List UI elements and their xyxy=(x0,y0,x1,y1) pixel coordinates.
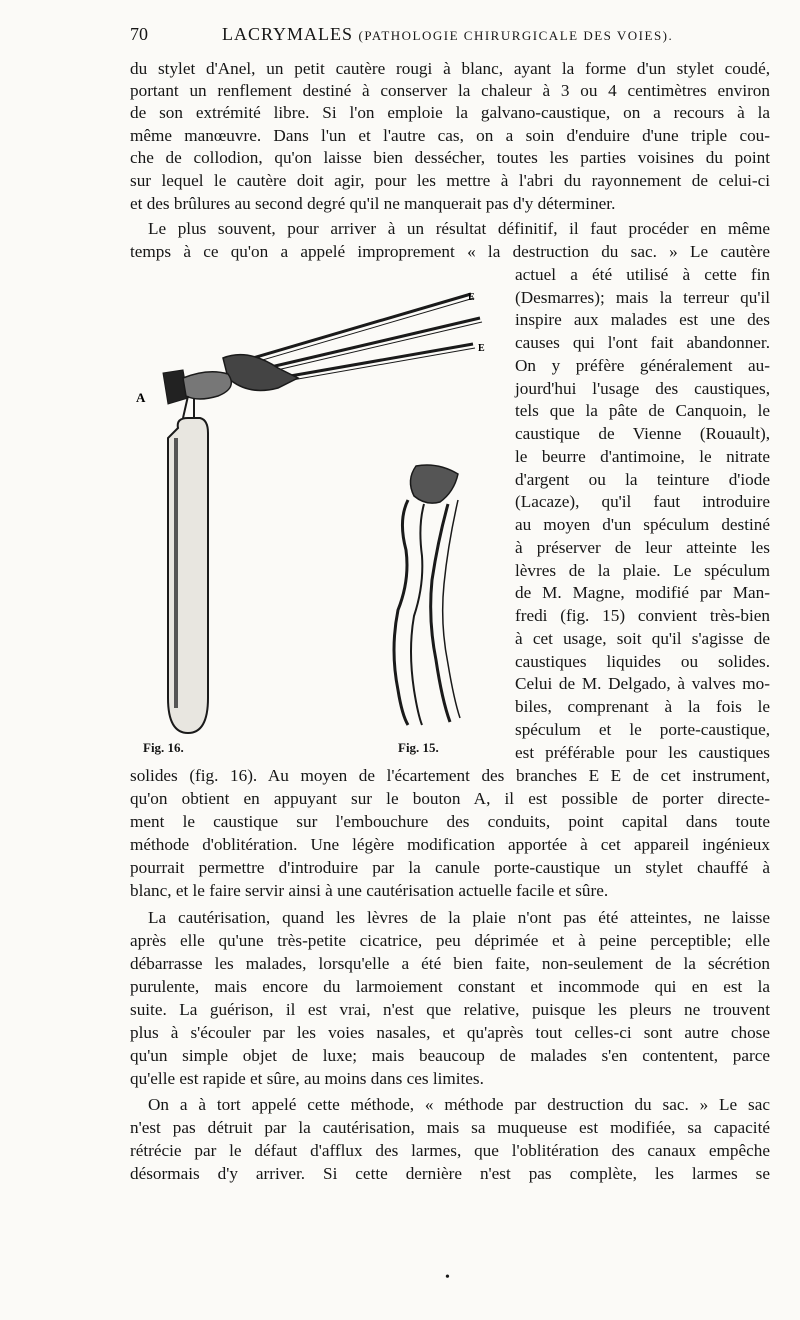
text-line: La cautérisation, quand les lèvres de la plaie n'ont pas été atteintes, ne laisse xyxy=(148,908,770,927)
figure-16-caption: Fig. 16. xyxy=(143,740,184,755)
text-line: jourd'hui l'usage des caustiques, xyxy=(515,379,770,398)
text-line: spéculum et le porte-caustique, xyxy=(515,720,770,739)
text-line: plus à s'écouler par les voies nasales, et qu'après tout celles-ci sont autre chose xyxy=(130,1023,770,1042)
running-header xyxy=(130,24,770,48)
text-line: le beurre d'antimoine, le nitrate xyxy=(515,447,770,466)
text-line: caustique de Vienne (Rouault), xyxy=(515,424,770,443)
text-line: actuel a été utilisé à cette fin xyxy=(515,265,770,284)
text-line: purulente, mais encore du larmoiement constant et incommode qui en est la xyxy=(130,977,770,996)
text-line: On y préfère généralement au- xyxy=(515,356,770,375)
figure-16-label-e-upper: E xyxy=(468,292,475,303)
text-line: ment le caustique sur l'embouchure des conduits, point capital dans toute xyxy=(130,812,770,831)
text-line: Celui de M. Delgado, à valves mo- xyxy=(515,674,770,693)
text-line: sur lequel le cautère doit agir, pour les mettre à l'abri du rayonnement de celui-ci xyxy=(130,171,770,190)
text-line: fredi (fig. 15) convient très-bien xyxy=(515,606,770,625)
text-line: suite. La guérison, il est vrai, n'est que relative, puisque les pleurs ne trouvent xyxy=(130,1000,770,1019)
text-line: d'argent ou la teinture d'iode xyxy=(515,470,770,489)
text-line: est préférable pour les caustiques xyxy=(515,743,770,762)
text-line: rétrécie par le défaut d'afflux des larmes, que l'oblitération des canaux empêche xyxy=(130,1141,770,1160)
text-line: et des brûlures au second degré qu'il ne manquerait pas d'y déterminer. xyxy=(130,194,616,213)
running-head-subtitle: (PATHOLOGIE CHIRURGICALE DES VOIES). xyxy=(358,28,674,43)
text-line: à préserver de leur atteinte les xyxy=(515,538,770,557)
running-head-title: LACRYMALES xyxy=(222,24,354,44)
text-line: au moyen d'un spéculum destiné xyxy=(515,515,770,534)
text-line: biles, comprenant à la fois le xyxy=(515,697,770,716)
text-line: Le plus souvent, pour arriver à un résultat définitif, il faut procéder en même xyxy=(148,219,770,238)
text-line: (Desmarres); mais la terreur qu'il xyxy=(515,288,770,307)
text-line: débarrasse les malades, lorsqu'elle a été bien faite, non-seulement de la sécrétion xyxy=(130,954,770,973)
text-line: causes qui l'ont fait abandonner. xyxy=(515,333,770,352)
figure-16-label-a: A xyxy=(136,390,146,405)
text-line: tels que la pâte de Canquoin, le xyxy=(515,401,770,420)
figure-16-label-e-lower: E xyxy=(478,343,485,354)
text-line: désormais d'y arriver. Si cette dernière n'est pas complète, les larmes se xyxy=(130,1164,770,1183)
text-line: On a à tort appelé cette méthode, « méthode par destruction du sac. » Le sac xyxy=(148,1095,770,1114)
text-line: qu'elle est rapide et sûre, au moins dans ces limites. xyxy=(130,1069,484,1088)
figure-15-speculum-illustration xyxy=(378,460,488,740)
text-line: à cet usage, soit qu'il s'agisse de xyxy=(515,629,770,648)
text-line: après elle qu'une très-petite cicatrice, peu déprimée et à peine perceptible; elle xyxy=(130,931,770,950)
text-line: che de collodion, qu'on laisse bien dessécher, toutes les parties voisines du point xyxy=(130,148,770,167)
text-line: n'est pas détruit par la cautérisation, mais sa muqueuse est modifiée, sa capacité xyxy=(130,1118,770,1137)
text-line: caustiques liquides ou solides. xyxy=(515,652,770,671)
text-line: méthode d'oblitération. Une légère modification apportée à cet appareil ingénieux xyxy=(130,835,770,854)
text-line: qu'on obtient en appuyant sur le bouton A, il est possible de porter directe- xyxy=(130,789,770,808)
text-line: de M. Magne, modifié par Man- xyxy=(515,583,770,602)
figure-15-caption: Fig. 15. xyxy=(398,740,439,755)
text-line: qu'un simple objet de luxe; mais beaucoup de malades s'en contentent, parce xyxy=(130,1046,770,1065)
text-line: de son extrémité libre. Si l'on emploie la galvano-caustique, on a recours à la xyxy=(130,103,770,122)
running-head xyxy=(222,24,673,45)
text-line: blanc, et le faire servir ainsi à une cautérisation actuelle facile et sûre. xyxy=(130,881,609,900)
text-line: temps à ce qu'on a appelé improprement « la destruction du sac. » Le cautère xyxy=(130,242,770,261)
text-line: pourrait permettre d'introduire par la canule porte-caustique un stylet chauffé à xyxy=(130,858,770,877)
text-line: lèvres de la plaie. Le spéculum xyxy=(515,561,770,580)
text-line: (Lacaze), qu'il faut introduire xyxy=(515,492,770,511)
text-line: même manœuvre. Dans l'un et l'autre cas, on a soin d'enduire d'une triple cou- xyxy=(130,126,770,145)
text-line: inspire aux malades est une des xyxy=(515,310,770,329)
text-line: du stylet d'Anel, un petit cautère rougi à blanc, ayant la forme d'un stylet coudé, xyxy=(130,59,770,78)
footer-mark: • xyxy=(445,1270,450,1285)
text-line: portant un renflement destiné à conserver la chaleur à 3 ou 4 centimètres environ xyxy=(130,81,770,100)
text-line: solides (fig. 16). Au moyen de l'écartement des branches E E de cet instrument, xyxy=(130,766,770,785)
page-number: 70 xyxy=(130,24,148,44)
